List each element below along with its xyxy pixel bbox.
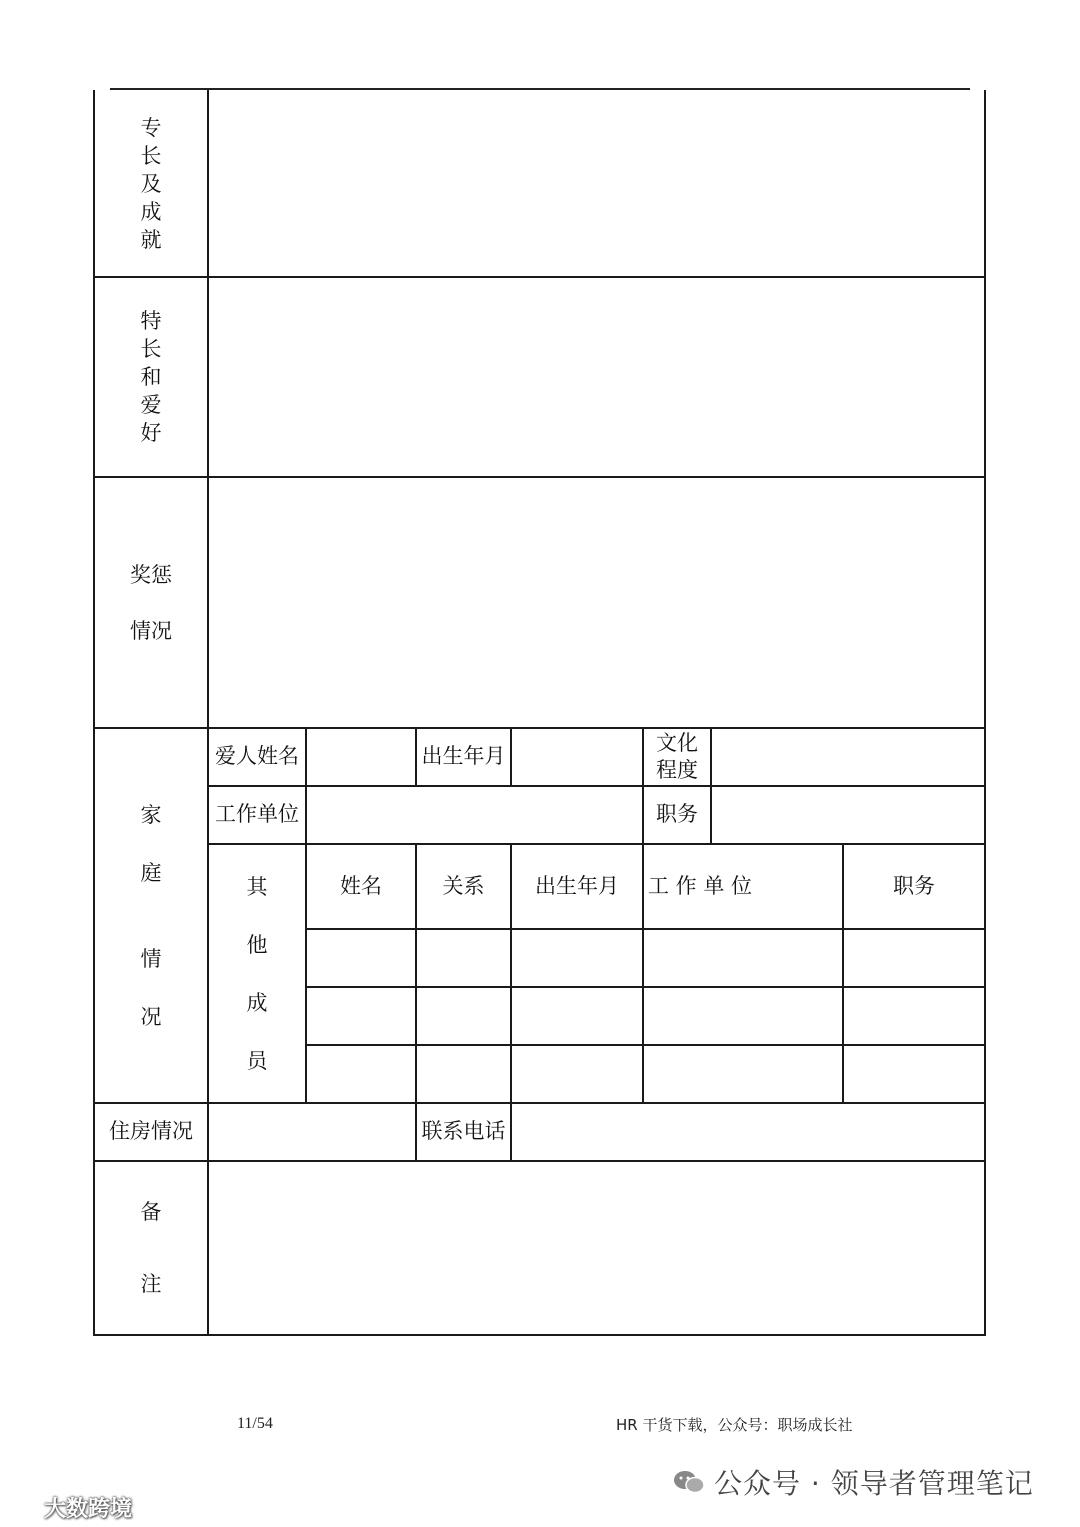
- other-members-label: 其 他 成 员: [246, 874, 268, 1073]
- spouse-work-label: 工作单位: [215, 802, 299, 827]
- family-label: 家 庭 情 况: [140, 802, 162, 1029]
- page-number: 11/54: [237, 1415, 273, 1432]
- housing-input[interactable]: [209, 1104, 415, 1160]
- spouse-birth-label: 出生年月: [421, 744, 506, 769]
- members-table-row[interactable]: [307, 930, 984, 986]
- remarks-label: 备 注: [140, 1200, 162, 1296]
- members-header-name: 姓名: [340, 873, 382, 898]
- top-rule: [110, 88, 970, 90]
- spouse-work-input[interactable]: [307, 787, 642, 843]
- spouse-education-input[interactable]: [712, 729, 984, 785]
- specialty-label: 专 长 及 成 就: [140, 116, 162, 252]
- spouse-position-label: 职务: [656, 802, 698, 827]
- phone-label: 联系电话: [421, 1119, 506, 1144]
- watermark-right-text: 公众号 · 领导者管理笔记: [714, 1467, 1034, 1500]
- spouse-education-label: 文化 程度: [656, 731, 698, 782]
- members-header-birth: 出生年月: [535, 873, 619, 898]
- awards-label: 奖惩 情况: [130, 562, 172, 643]
- spouse-name-input[interactable]: [307, 729, 415, 785]
- members-header-relation: 关系: [442, 873, 485, 898]
- watermark-right: [672, 1462, 1034, 1502]
- phone-input[interactable]: [512, 1104, 984, 1160]
- brand-logo-icon: [8, 1497, 38, 1519]
- watermark-left: [8, 1492, 132, 1523]
- spouse-birth-input[interactable]: [512, 729, 642, 785]
- specialty-input[interactable]: [209, 92, 984, 276]
- footer-source: HR 干货下载，公众号：职场成长社: [616, 1416, 853, 1434]
- wechat-icon: [672, 1469, 706, 1495]
- remarks-input[interactable]: [209, 1162, 984, 1334]
- hobbies-label: 特 长 和 爱 好: [140, 309, 162, 445]
- housing-label: 住房情况: [109, 1119, 193, 1144]
- spouse-name-label: 爱人姓名: [215, 744, 299, 769]
- spouse-position-input[interactable]: [712, 787, 984, 843]
- members-table-row[interactable]: [307, 1046, 984, 1102]
- members-table-row[interactable]: [307, 988, 984, 1044]
- watermark-left-text: 大数跨境: [44, 1497, 133, 1522]
- awards-input[interactable]: [209, 478, 984, 727]
- members-header-position: 职务: [893, 873, 935, 898]
- hobbies-input[interactable]: [209, 278, 984, 476]
- members-header-work: 工 作 单 位: [648, 873, 753, 898]
